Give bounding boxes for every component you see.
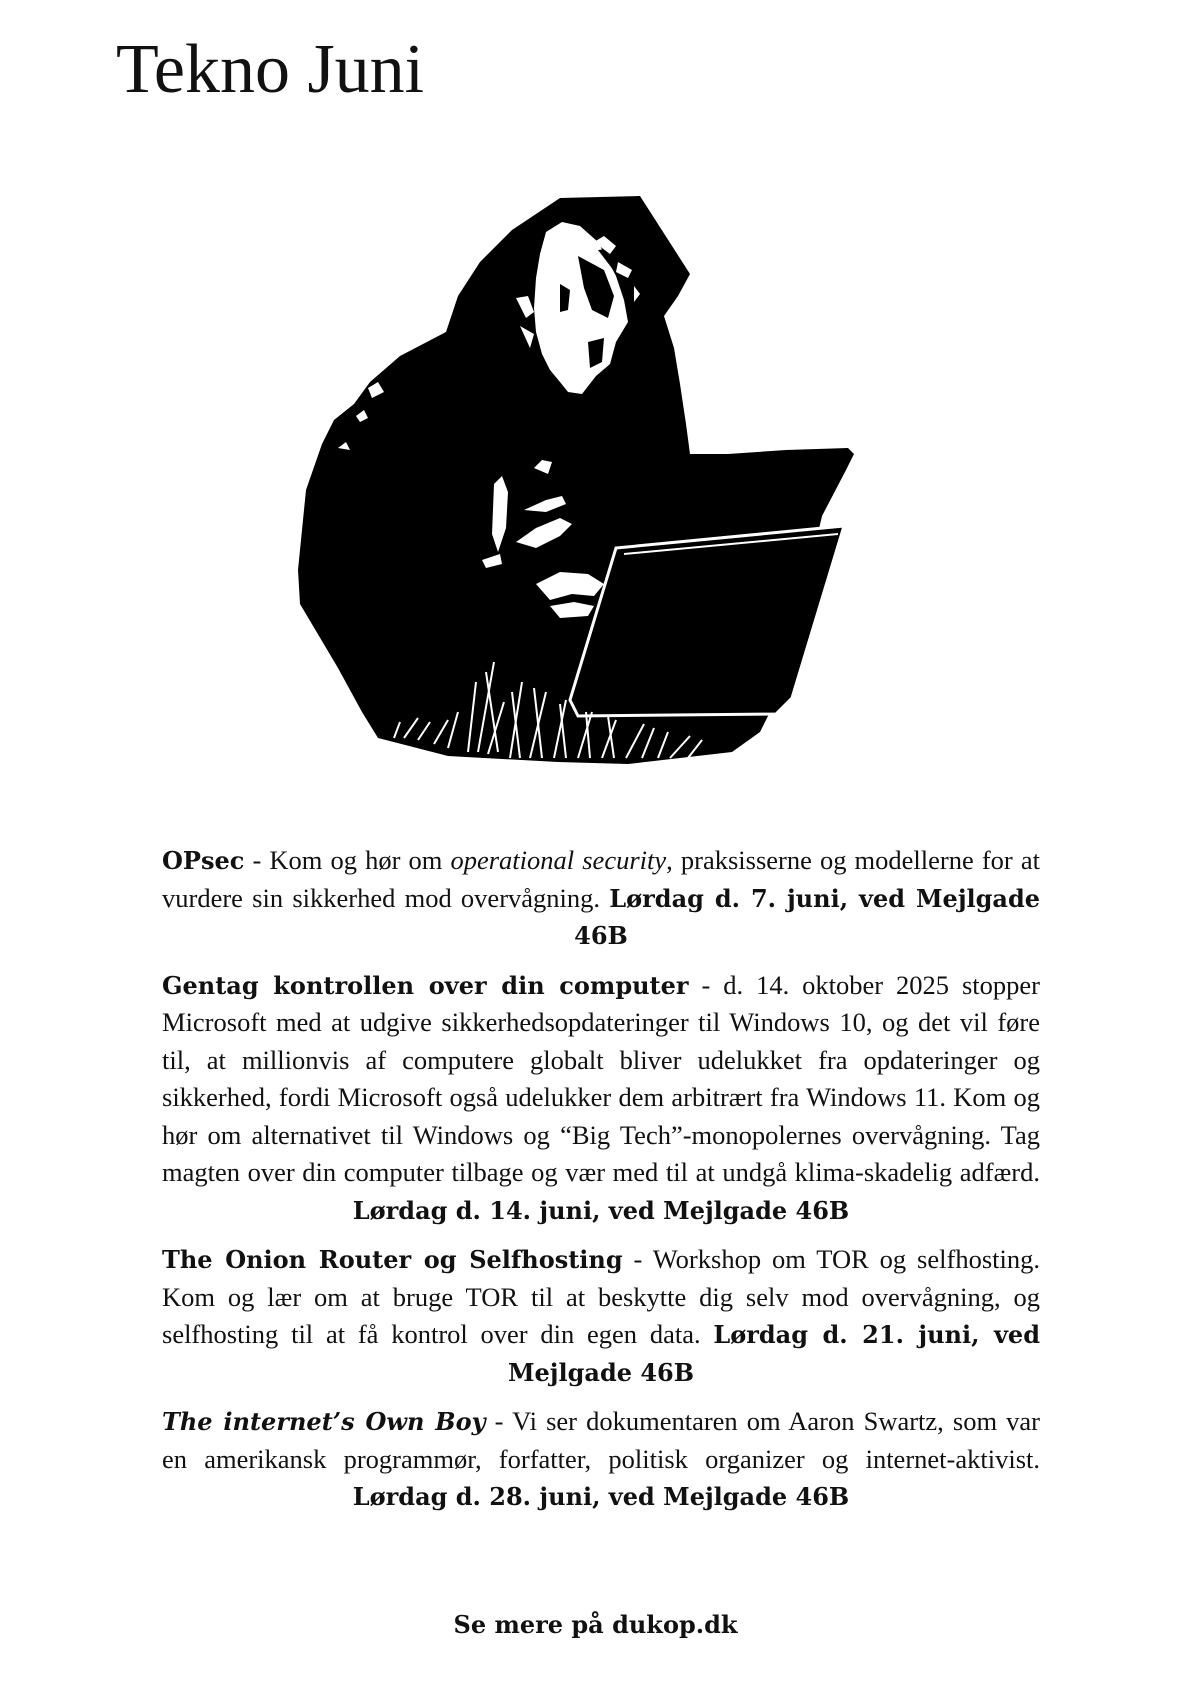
page-title: Tekno Juni — [116, 31, 425, 108]
event-separator: - — [244, 845, 270, 875]
event-separator: - — [622, 1244, 653, 1274]
event-description: d. 14. oktober 2025 stopper Microsoft med at udgive sikkerhedsopdateringer til Windows 10, og det vil føre til, at millionvis af computere globalt bliver udelukket fra opdateringer og sikkerhed, fordi Microsoft også udelukker dem arbitrært fra Windows 11. Kom og hør om alternativet til Windows og “Big Tech”-monopolernes overvågning. Tag magten over din computer tilbage og vær med til at undgå klima-skadelig adfærd. — [162, 969, 1041, 1187]
event-date-location: Lørdag d. 7. juni, ved Mejlgade 46B — [574, 883, 1041, 950]
event-description: Kom og hør om — [269, 845, 451, 875]
event-date-location: Lørdag d. 28. juni, ved Mejlgade 46B — [352, 1482, 850, 1511]
footer-website-link[interactable]: Se mere på dukop.dk — [453, 1610, 738, 1639]
event-item-documentary — [162, 1403, 1040, 1516]
event-description: Vi ser dokumentaren om Aaron Swartz, som var en amerikansk programmør, forfatter, politisk organizer og internet-aktivist. — [162, 1406, 1040, 1474]
event-description-emphasis: operational security — [450, 845, 667, 875]
hooded-person-with-laptop-icon — [298, 192, 914, 804]
event-date-location: Lørdag d. 14. juni, ved Mejlgade 46B — [352, 1195, 850, 1225]
event-item-computer — [162, 967, 1040, 1230]
event-title: The internet’s Own Boy — [162, 1407, 486, 1436]
event-list — [162, 842, 1040, 1528]
event-separator: - — [688, 969, 724, 1000]
event-date-location: Lørdag d. 21. juni, ved Mejlgade 46B — [507, 1320, 1040, 1387]
event-separator: - — [485, 1406, 513, 1436]
event-title: Gentag kontrollen over din computer — [162, 970, 689, 1000]
event-description: , praksisserne og modellerne for at vurdere sin sikkerhed mod overvågning. — [162, 845, 1040, 913]
event-title: The Onion Router og Selfhosting — [162, 1245, 623, 1274]
event-description: Workshop om TOR og selfhosting. Kom og lær om at bruge TOR til at beskytte dig selv mod overvågning, og selfhosting til at få kontrol over din egen data. — [162, 1244, 1040, 1349]
event-item-tor — [162, 1241, 1040, 1391]
event-item-opsec — [162, 842, 1040, 955]
event-title: OPsec — [162, 846, 245, 875]
